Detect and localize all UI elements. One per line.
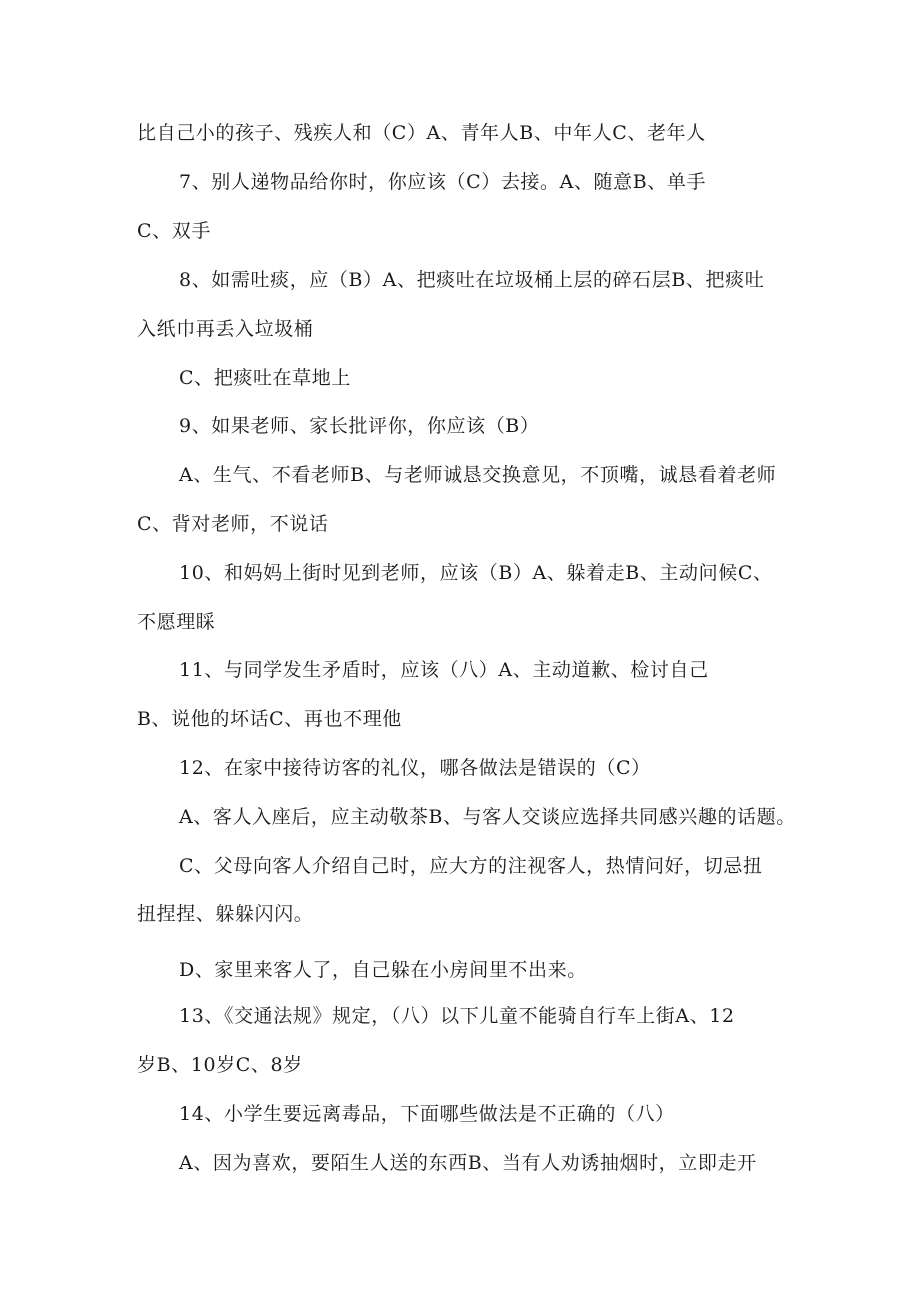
text-line: 入纸巾再丢入垃圾桶 [137, 318, 314, 340]
question-11: 11、与同学发生矛盾时，应该（八）A、主动道歉、检讨自己 [179, 659, 709, 681]
question-12: 12、在家中接待访客的礼仪，哪各做法是错误的（C） [179, 757, 651, 779]
question-10: 10、和妈妈上街时见到老师，应该（B）A、躲着走B、主动问候C、 [179, 562, 773, 584]
text-line: D、家里来客人了，自己躲在小房间里不出来。 [179, 959, 587, 981]
text-line: 岁B、10岁C、8岁 [137, 1054, 303, 1076]
text-line: A、生气、不看老师B、与老师诚恳交换意见，不顶嘴，诚恳看着老师 [179, 464, 777, 486]
question-14: 14、小学生要远离毒品，下面哪些做法是不正确的（八） [179, 1103, 675, 1125]
text-line: C、父母向客人介绍自己时，应大方的注视客人，热情问好，切忌扭 [179, 855, 763, 877]
text-line: 不愿理睬 [137, 611, 216, 633]
text-line: 比自己小的孩子、残疾人和（C）A、青年人B、中年人C、老年人 [137, 122, 706, 144]
text-line: 扭捏捏、躲躲闪闪。 [137, 903, 314, 925]
text-line: C、双手 [137, 220, 211, 242]
text-line: C、背对老师，不说话 [137, 513, 329, 535]
text-line: A、客人入座后，应主动敬茶B、与客人交谈应选择共同感兴趣的话题。 [179, 806, 796, 828]
question-9: 9、如果老师、家长批评你，你应该（B） [179, 415, 540, 437]
question-7: 7、别人递物品给你时，你应该（C）去接。A、随意B、单手 [179, 171, 707, 193]
text-line: C、把痰吐在草地上 [179, 367, 351, 389]
text-line: A、因为喜欢，要陌生人送的东西B、当有人劝诱抽烟时，立即走开 [179, 1152, 757, 1174]
question-13: 13、《交通法规》规定，（八）以下儿童不能骑自行车上街A、12 [179, 1005, 735, 1027]
text-line: B、说他的坏话C、再也不理他 [137, 708, 402, 730]
question-8: 8、如需吐痰，应（B）A、把痰吐在垃圾桶上层的碎石层B、把痰吐 [179, 269, 765, 291]
